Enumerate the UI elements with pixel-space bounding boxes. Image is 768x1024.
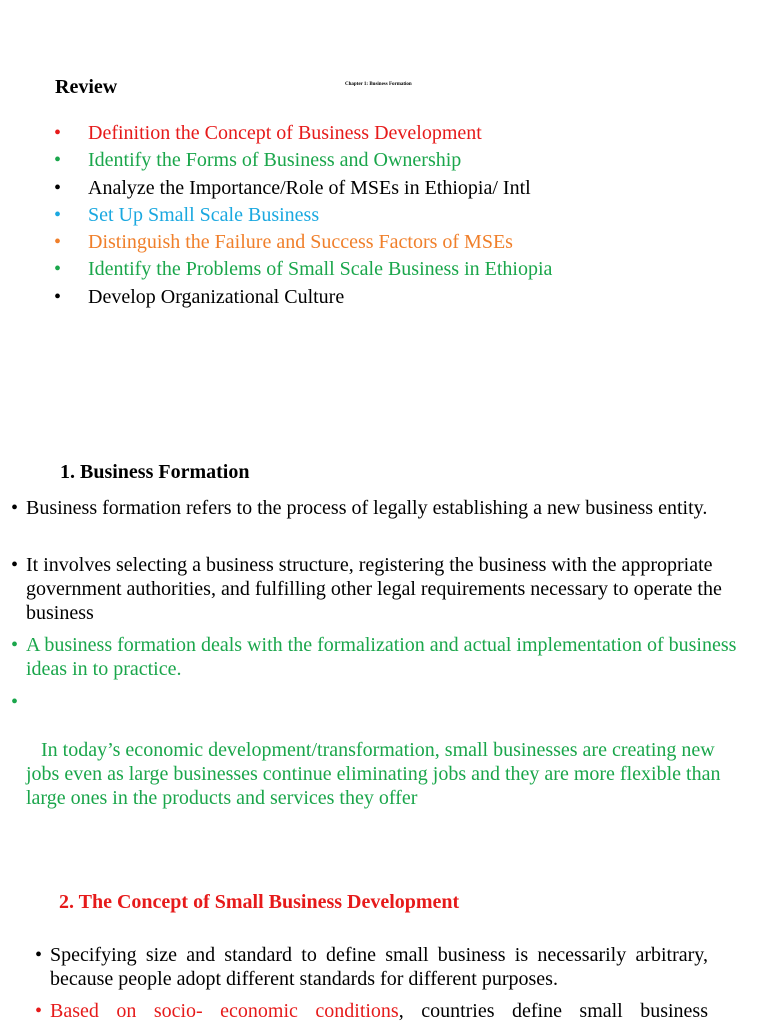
section-title: 2. The Concept of Small Business Development [59, 891, 460, 913]
bullet-text: , countries define small business [398, 1000, 708, 1022]
bullet-icon: • [11, 634, 19, 656]
review-item-text: Set Up Small Scale Business [88, 204, 320, 226]
section1-bullet [11, 496, 746, 520]
bullet-icon: • [54, 204, 62, 226]
review-item-text: Definition the Concept of Business Development [88, 122, 482, 144]
review-item-text: Identify the Problems of Small Scale Business in Ethiopia [88, 258, 553, 280]
bullet-text: In today’s economic development/transformation, small businesses are creating new jobs even as large businesses continue eliminating jobs and they are more flexible than large ones in the products and services they offer [26, 739, 726, 809]
bullet-icon: • [11, 497, 19, 519]
bullet-icon: • [54, 258, 62, 280]
bullet-icon: • [11, 691, 19, 713]
section2-bullet [35, 943, 708, 991]
bullet-icon: • [54, 122, 62, 144]
review-item-text: Develop Organizational Culture [88, 286, 345, 308]
bullet-icon: • [54, 177, 62, 199]
bullet-icon: • [35, 1000, 43, 1022]
review-item-text: Identify the Forms of Business and Ownership [88, 149, 462, 171]
section-title: 1. Business Formation [60, 461, 250, 483]
section1-bullet [11, 633, 746, 681]
section1-bullet [11, 690, 746, 810]
bullet-text: It involves selecting a business structure, registering the business with the appropriate government authorities, and fulfilling other legal requirements necessary to operate the business [26, 554, 722, 624]
section2-bullet [35, 999, 708, 1023]
bullet-icon: • [35, 944, 43, 966]
review-item-text: Analyze the Importance/Role of MSEs in Ethiopia/ Intl [88, 177, 531, 199]
review-item-text: Distinguish the Failure and Success Factors of MSEs [88, 231, 513, 253]
chapter-caption: Chapter 1: Business Formation [345, 82, 412, 87]
review-heading: Review [55, 76, 118, 98]
section1-bullet [11, 553, 746, 625]
bullet-text: Business formation refers to the process of legally establishing a new business entity. [26, 497, 708, 519]
bullet-icon: • [54, 286, 62, 308]
bullet-icon: • [54, 149, 62, 171]
bullet-text: A business formation deals with the formalization and actual implementation of business ideas in to practice. [26, 634, 737, 680]
bullet-text-highlight: Based on socio- economic conditions [50, 1000, 399, 1022]
bullet-text: Specifying size and standard to define small business is necessarily arbitrary, because people adopt different standards for different purposes. [50, 944, 708, 990]
bullet-icon: • [11, 554, 19, 576]
bullet-icon: • [54, 231, 62, 253]
